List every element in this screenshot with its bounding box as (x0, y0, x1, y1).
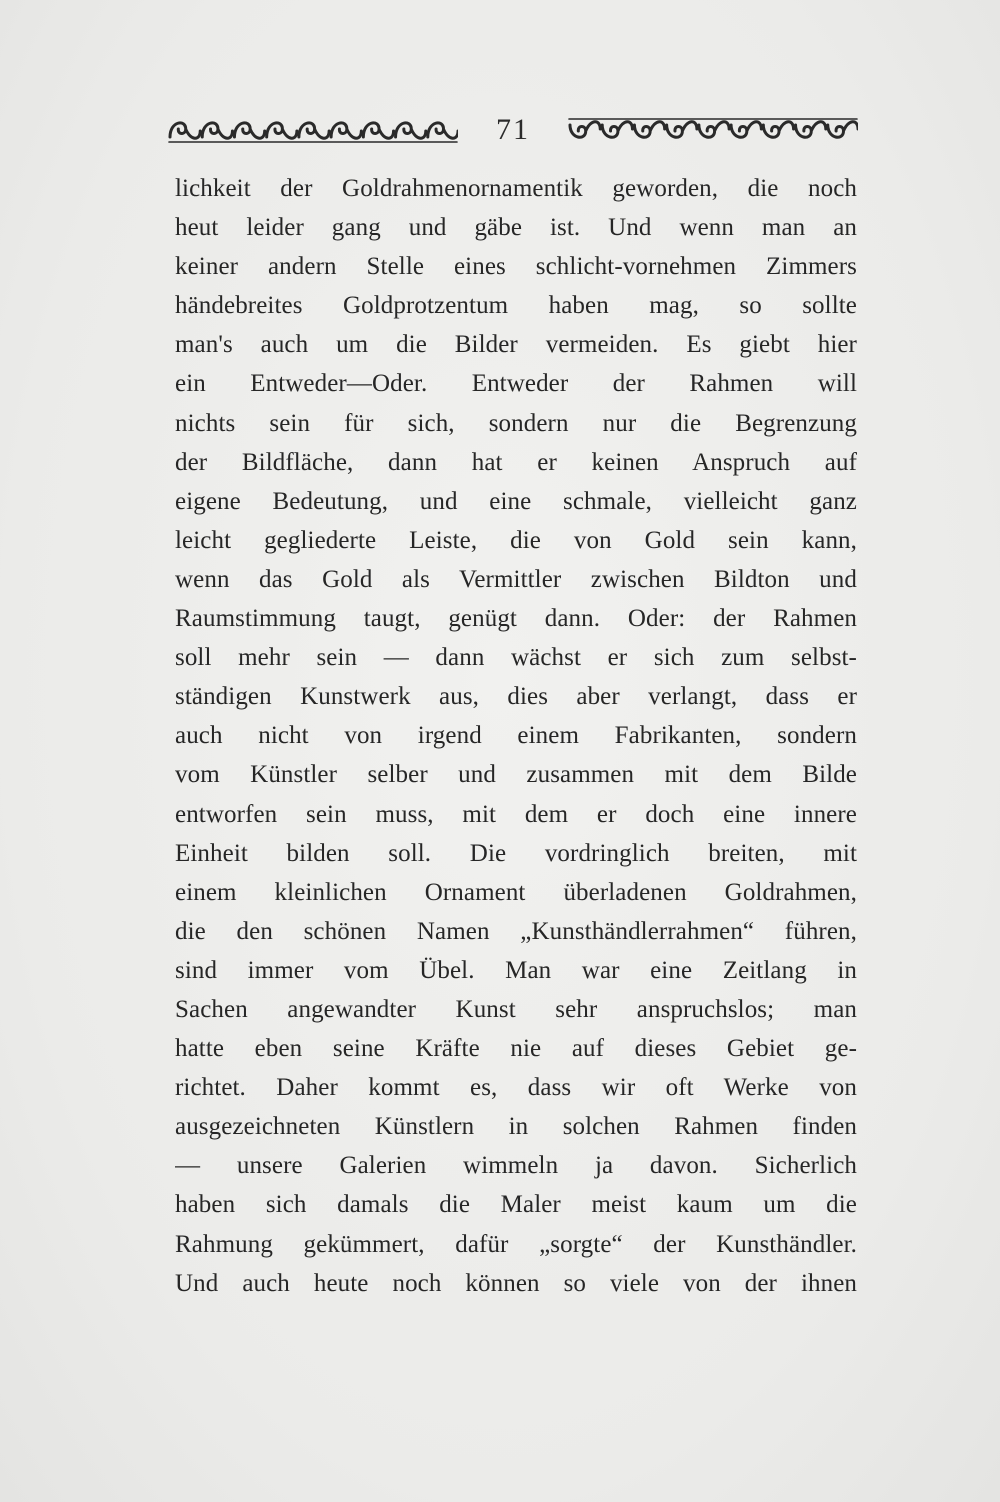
text-line: Rahmung gekümmert, dafür „sorgte“ der Kunsthändler. (175, 1230, 857, 1258)
text-line: vom Künstler selber und zusammen mit dem Bilde (175, 761, 857, 789)
text-line: heut leider gang und gäbe ist. Und wenn man an (175, 214, 857, 242)
text-line: keiner andern Stelle eines schlicht-vornehmen Zimmers (175, 253, 857, 281)
text-line: leicht gegliederte Leiste, die von Gold sein kann, (175, 526, 857, 554)
text-line: ständigen Kunstwerk aus, dies aber verlangt, dass er (175, 683, 857, 711)
text-line: Sachen angewandter Kunst sehr anspruchslos; man (175, 995, 857, 1023)
text-line: der Bildfläche, dann hat er keinen Anspruch auf (175, 448, 857, 476)
text-line: man's auch um die Bilder vermeiden. Es giebt hier (175, 331, 857, 359)
text-line: haben sich damals die Maler meist kaum um die (175, 1191, 857, 1219)
text-line: Und auch heute noch können so viele von der ihnen (175, 1269, 857, 1297)
text-line: soll mehr sein — dann wächst er sich zum selbst- (175, 644, 857, 672)
text-line: ausgezeichneten Künstlern in solchen Rahmen finden (175, 1113, 857, 1141)
text-line: nichts sein für sich, sondern nur die Begrenzung (175, 409, 857, 437)
text-line: richtet. Daher kommt es, dass wir oft Werke von (175, 1074, 857, 1102)
page-number: 71 (496, 113, 530, 146)
text-line: einem kleinlichen Ornament überladenen Goldrahmen, (175, 878, 857, 906)
text-line: hatte eben seine Kräfte nie auf dieses Gebiet ge- (175, 1035, 857, 1063)
text-line: die den schönen Namen „Kunsthändlerrahmen“ führen, (175, 917, 857, 945)
text-line: wenn das Gold als Vermittler zwischen Bildton und (175, 565, 857, 593)
text-line: — unsere Galerien wimmeln ja davon. Sicherlich (175, 1152, 857, 1180)
text-line: ein Entweder—Oder. Entweder der Rahmen will (175, 370, 857, 398)
text-line: entworfen sein muss, mit dem er doch eine innere (175, 800, 857, 828)
body-text (175, 169, 857, 1303)
wave-ornament-left-icon (168, 115, 458, 145)
text-line: sind immer vom Übel. Man war eine Zeitlang in (175, 956, 857, 984)
page-header (168, 108, 858, 152)
text-line: auch nicht von irgend einem Fabrikanten, sondern (175, 722, 857, 750)
text-line: eigene Bedeutung, und eine schmale, vielleicht ganz (175, 487, 857, 515)
text-line: händebreites Goldprotzentum haben mag, so sollte (175, 292, 857, 320)
text-line: Einheit bilden soll. Die vordringlich breiten, mit (175, 839, 857, 867)
text-line: lichkeit der Goldrahmenornamentik geworden, die noch (175, 175, 857, 202)
text-line: Raumstimmung taugt, genügt dann. Oder: der Rahmen (175, 605, 857, 633)
wave-ornament-right-icon (568, 115, 858, 145)
